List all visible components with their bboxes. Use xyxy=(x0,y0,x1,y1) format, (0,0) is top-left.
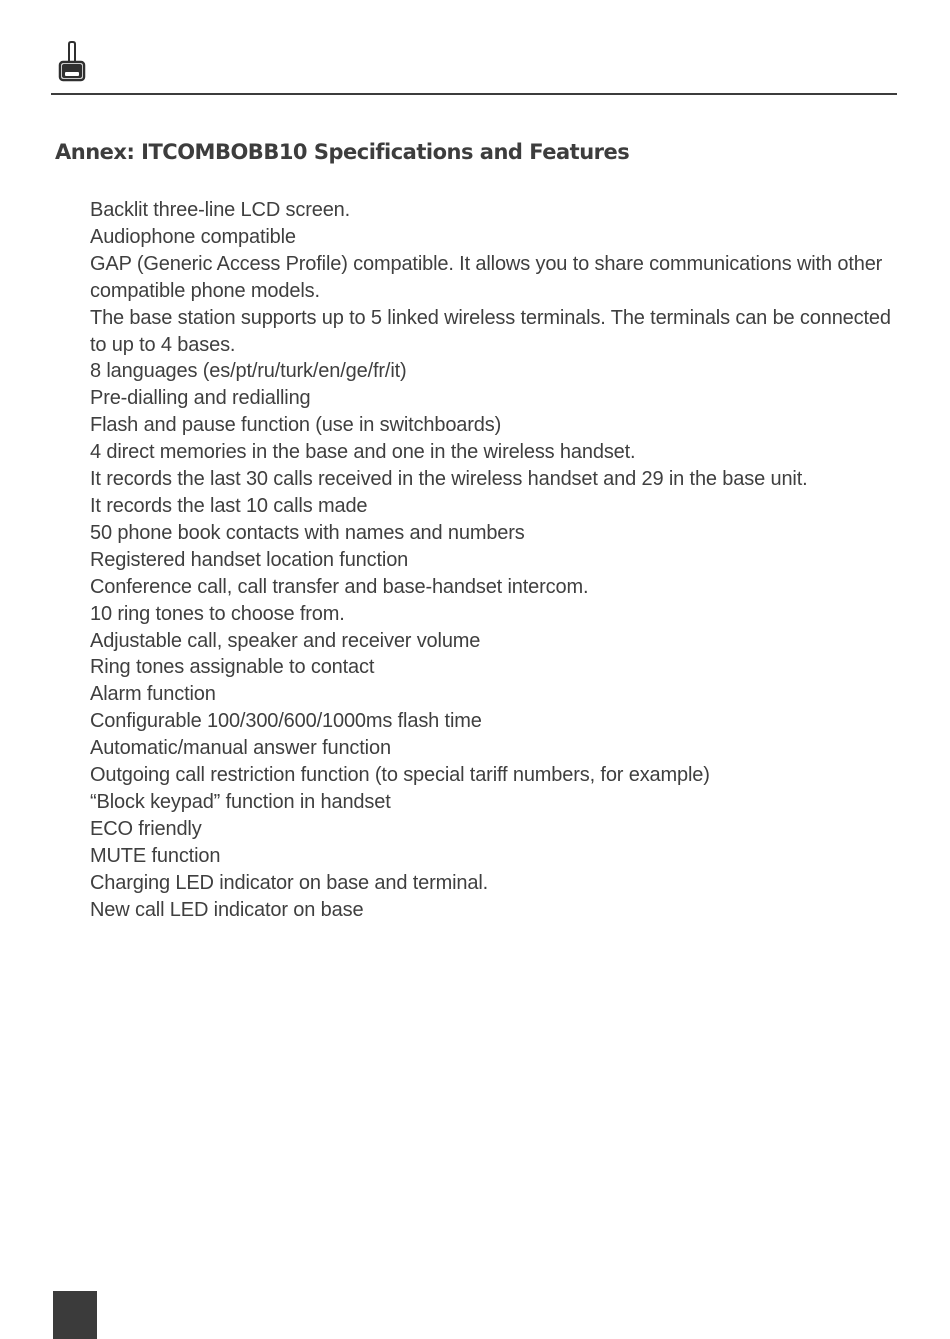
feature-item: Audiophone compatible xyxy=(90,225,296,248)
feature-item: Backlit three-line LCD screen. xyxy=(90,199,351,221)
feature-item: 50 phone book contacts with names and numbers xyxy=(90,521,525,544)
feature-item: Conference call, call transfer and base-handset intercom. xyxy=(90,575,589,598)
feature-item: Pre-dialling and redialling xyxy=(90,387,311,410)
page-corner-block xyxy=(53,1291,97,1339)
feature-item: Automatic/manual answer function xyxy=(90,737,391,760)
feature-item: MUTE function xyxy=(90,844,221,867)
feature-item: 8 languages (es/pt/ru/turk/en/ge/fr/it) xyxy=(90,360,407,383)
feature-item: The base station supports up to 5 linked wireless terminals. The terminals can be connected to up to 4 bases. xyxy=(90,306,891,356)
cordless-phone-icon xyxy=(57,40,87,82)
feature-item: Configurable 100/300/600/1000ms flash time xyxy=(90,710,482,733)
feature-item: Alarm function xyxy=(90,683,216,706)
feature-item: Flash and pause function (use in switchboards) xyxy=(90,414,502,437)
feature-item: It records the last 30 calls received in the wireless handset and 29 in the base unit. xyxy=(90,468,808,491)
feature-list xyxy=(90,197,900,923)
header-rule xyxy=(51,93,897,95)
feature-item: “Block keypad” function in handset xyxy=(90,790,391,813)
feature-item: It records the last 10 calls made xyxy=(90,494,368,517)
feature-item: Outgoing call restriction function (to special tariff numbers, for example) xyxy=(90,764,710,787)
feature-item: Registered handset location function xyxy=(90,548,409,571)
page-title: Annex: ITCOMBOBB10 Specifications and Features xyxy=(55,140,630,164)
feature-item: 10 ring tones to choose from. xyxy=(90,602,345,625)
feature-item: New call LED indicator on base xyxy=(90,898,364,921)
feature-item: GAP (Generic Access Profile) compatible. It allows you to share communications with other compatible phone models. xyxy=(90,252,883,302)
feature-item: Charging LED indicator on base and terminal. xyxy=(90,871,489,894)
feature-item: ECO friendly xyxy=(90,817,202,840)
feature-item: Adjustable call, speaker and receiver volume xyxy=(90,629,481,652)
feature-item: Ring tones assignable to contact xyxy=(90,656,375,679)
feature-item: 4 direct memories in the base and one in the wireless handset. xyxy=(90,441,636,464)
